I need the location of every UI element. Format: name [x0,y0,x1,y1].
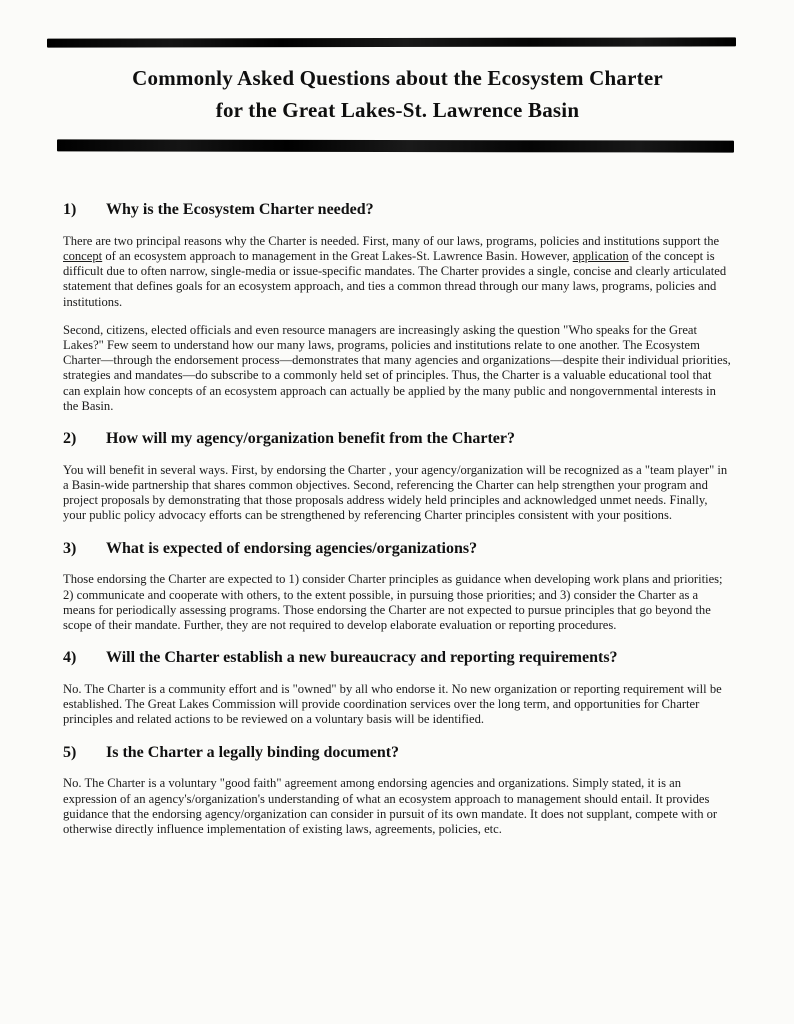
faq-paragraph: No. The Charter is a voluntary "good faith" agreement among endorsing agencies and organizations. Simply stated, it is an expression of an agency's/organization's understanding of what an ecosystem approach to management should entail. It provides guidance that the endorsing agency/organization can consider in pursuit of its own mandate. It does not supplant, compete with or otherwise directly influence implementation of existing laws, agreements, policies, etc. [63,776,718,837]
question-number: 2) [63,430,77,448]
section-heading-4 [63,648,732,669]
paragraph-text: of an ecosystem approach to management in the Great Lakes-St. Lawrence Basin. However, [102,249,573,263]
section-heading-1 [63,200,732,221]
page-title [63,63,732,126]
underlined-term-application: application [572,249,629,263]
section-heading-2 [63,429,732,450]
question-number: 4) [63,649,77,667]
faq-paragraph: Second, citizens, elected officials and even resource managers are increasingly asking the question "Who speaks for the Great Lakes?" Few seem to understand how our many laws, programs, policies and institutions relate to one another. The Ecosystem Charter—through the endorsement process—demonstrates that many agencies and organizations—despite their individual priorities, strategies and mandates—do subscribe to a commonly held set of principles. Thus, the Charter is a valuable educational tool that can explain how concepts of an ecosystem approach can actually be applied by the many public and nongovernmental interests in the Basin. [63,322,731,413]
page-title-line-2: for the Great Lakes-St. Lawrence Basin [215,97,580,122]
question-number: 5) [63,743,77,761]
page-title-line-1: Commonly Asked Questions about the Ecosystem Charter [132,66,663,90]
paragraph-text: of the concept is difficult due to often narrow, single-media or issue-specific mandates. The Charter provides a single, concise and clearly articulated statement that defines goals for an ecosystem approach, and ties a common thread through our many laws, programs, policies and institutions. [63,249,727,309]
question-text: Will the Charter establish a new bureaucracy and reporting requirements? [106,649,618,667]
top-divider-bar [47,37,736,47]
question-text: Why is the Ecosystem Charter needed? [106,201,374,218]
section-heading-3 [63,539,732,560]
section-heading-5 [63,743,732,764]
bottom-divider-bar [57,139,734,152]
question-text: Is the Charter a legally binding document? [106,743,400,761]
faq-paragraph: You will benefit in several ways. First, by endorsing the Charter , your agency/organization will be recognized as a "team player" in a Basin-wide partnership that shares common objectives. Second, referencing the Charter can help strengthen your program and project proposals by demonstrating that those proposals address widely held principles and acknowledged unmet needs. Finally, your public policy advocacy efforts can be strengthened by referencing Charter principles consistent with your positions. [63,462,728,523]
question-text: How will my agency/organization benefit from the Charter? [106,430,515,448]
paragraph-text: There are two principal reasons why the Charter is needed. First, many of our laws, programs, policies and institutions support the [63,233,720,248]
underlined-term-concept: concept [63,249,103,263]
question-number: 1) [63,201,77,218]
faq-paragraph [63,234,732,310]
question-number: 3) [63,539,77,557]
question-text: What is expected of endorsing agencies/organizations? [106,539,478,557]
faq-paragraph: Those endorsing the Charter are expected to 1) consider Charter principles as guidance when developing work plans and priorities; 2) communicate and cooperate with others, to the extent possible, in pursuing those priorities; and 3) consider the Charter as a means for periodically assessing programs. Those endorsing the Charter are not expected to pursue principles that go beyond the scope of their mandate. Further, they are not required to develop elaborate evaluation or reporting procedures. [63,572,723,633]
faq-paragraph: No. The Charter is a community effort and is "owned" by all who endorse it. No new organization or reporting requirement will be established. The Great Lakes Commission will provide coordination services over the long term, and opportunities for Charter principles and related actions to be reviewed on a voluntary basis will be identified. [63,682,722,727]
